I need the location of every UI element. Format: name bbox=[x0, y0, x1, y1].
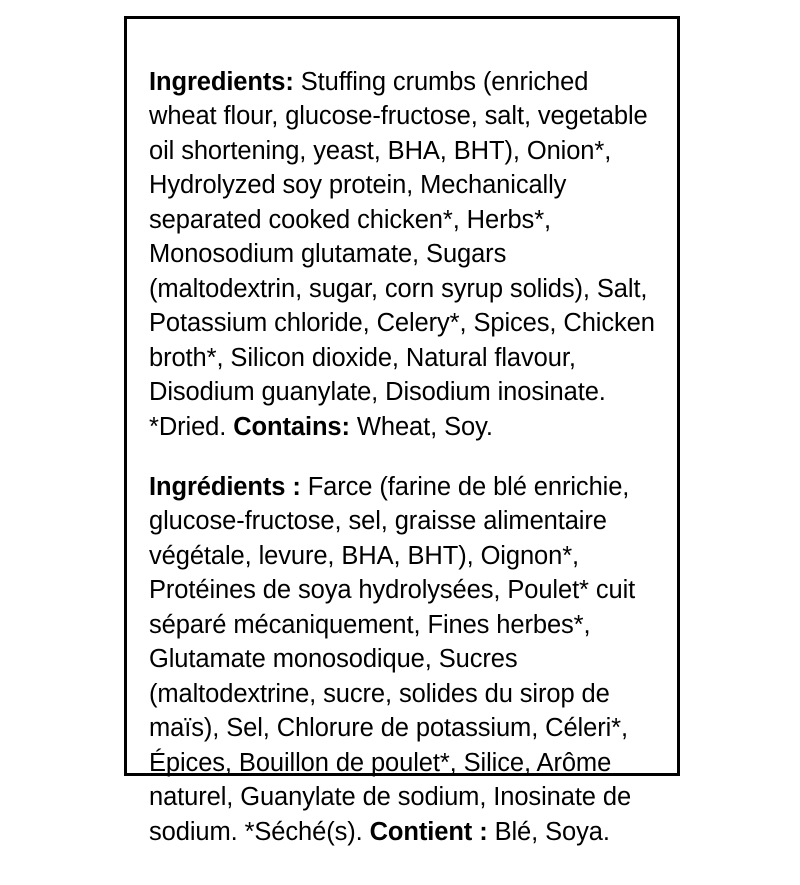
ingredients-heading-french: Ingrédients : bbox=[149, 472, 301, 501]
contains-heading-english: Contains: bbox=[233, 412, 350, 441]
ingredients-label-panel bbox=[124, 16, 680, 846]
ingredients-heading-english: Ingredients: bbox=[149, 67, 294, 96]
ingredients-paragraph-english bbox=[149, 65, 655, 445]
label-content bbox=[127, 19, 677, 885]
contains-body-french: Blé, Soya. bbox=[487, 817, 610, 846]
ingredients-body-french: Farce (farine de blé enrichie, glucose-fructose, sel, graisse alimentaire végétale, levure, BHA, BHT), Oignon*, Protéines de soya hydrolysées, Poulet* cuit séparé mécaniquement, Fines herbes*, Glutamate monosodique, Sucres (maltodextrine, sucre, solides du sirop de maïs), Sel, Chlorure de potassium, Céleri*, Épices, Bouillon de poulet*, Silice, Arôme naturel, Guanylate de sodium, Inosinate de sodium. *Séché(s). bbox=[149, 472, 636, 846]
ingredients-body-english: Stuffing crumbs (enriched wheat flour, glucose-fructose, salt, vegetable oil shortening, yeast, BHA, BHT), Onion*, Hydrolyzed soy protein, Mechanically separated cooked chicken*, Herbs*, Monosodium glutamate, Sugars (maltodextrin, sugar, corn syrup solids), Salt, Potassium chloride, Celery*, Spices, Chicken broth*, Silicon dioxide, Natural flavour, Disodium guanylate, Disodium inosinate. *Dried. bbox=[149, 67, 655, 441]
ingredients-paragraph-french bbox=[149, 470, 655, 850]
contains-heading-french: Contient : bbox=[369, 817, 488, 846]
contains-body-english: Wheat, Soy. bbox=[349, 412, 493, 441]
